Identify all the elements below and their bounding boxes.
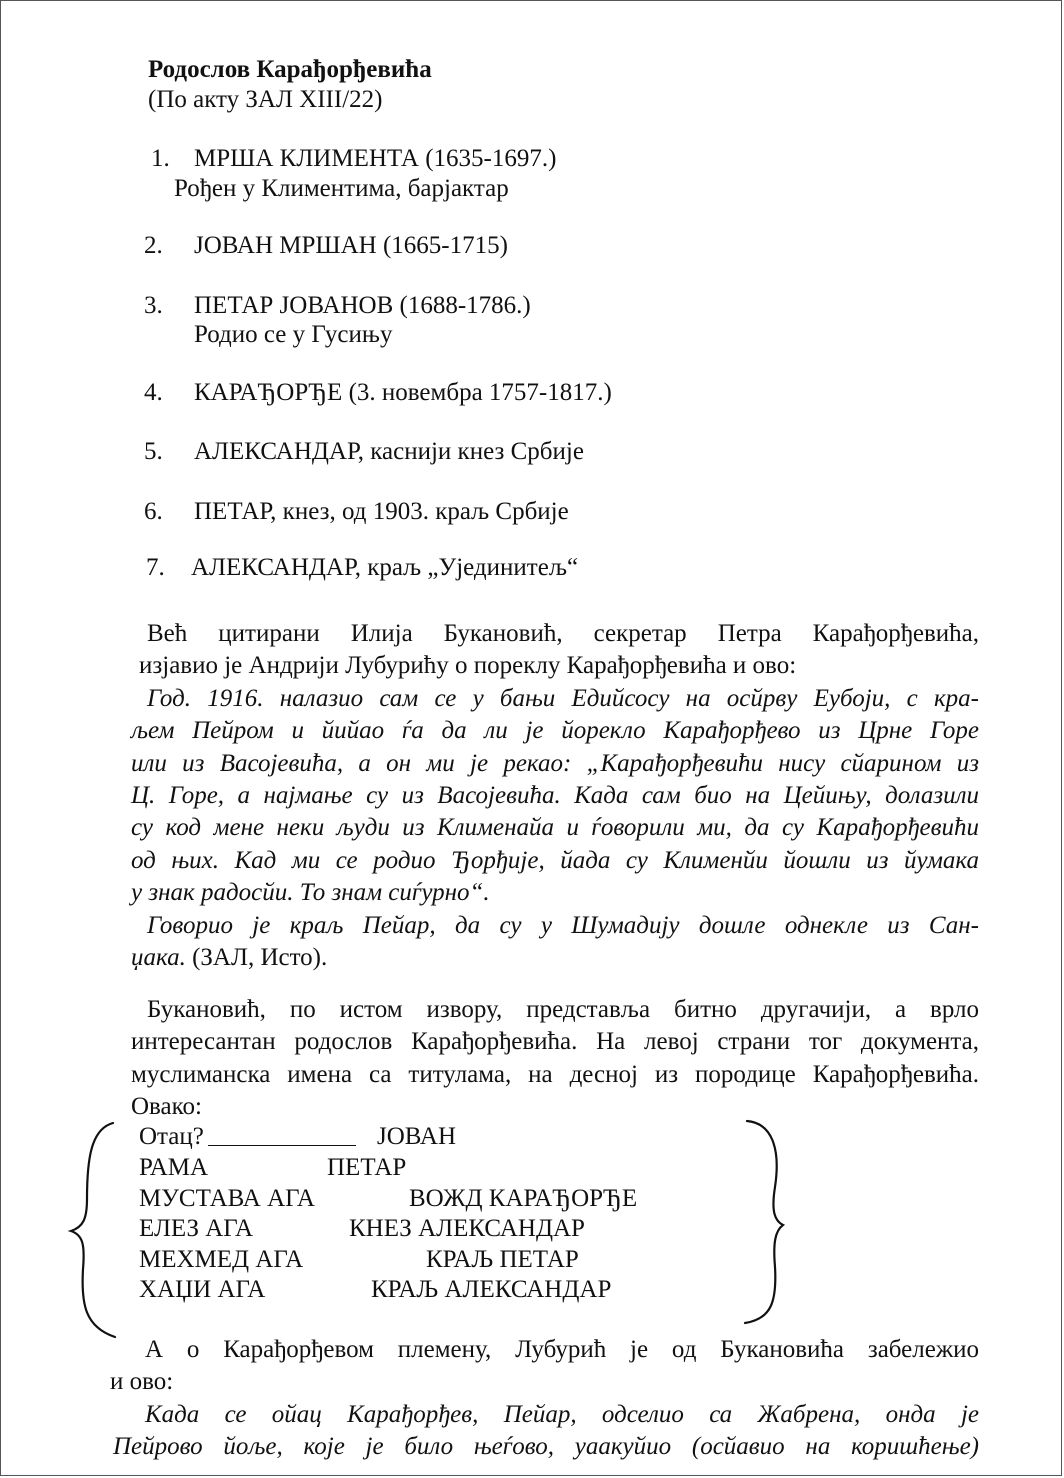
title-block — [148, 55, 432, 115]
tree-left-name: ЕЛЕЗ АГА — [139, 1215, 254, 1242]
list-item: АЛЕКСАНДАР, краљ „Ујединитељ“ — [191, 554, 579, 581]
list-number: 2. — [144, 232, 163, 259]
text-line: А о Карађорђевом племену, Лубурић је од Букановића забележио — [145, 1336, 979, 1363]
text-line: Већ цитирани Илија Букановић, секретар Петра Карађорђевића, — [147, 620, 979, 647]
tree-left-name: МУСТАВА АГА — [139, 1185, 315, 1212]
right-brace-icon — [741, 1117, 791, 1327]
tree-left-name: МЕХМЕД АГА — [139, 1246, 304, 1273]
list-item: АЛЕКСАНДАР, каснији кнез Србије — [194, 438, 584, 465]
text-line: изјавио је Андрији Лубурићу о пореклу Карађорђевића и ово: — [139, 652, 797, 680]
tree-right-name: ЈОВАН — [377, 1123, 456, 1150]
paragraph-bukanovic-statement — [131, 618, 979, 974]
list-number: 1. — [151, 145, 170, 172]
list-number: 6. — [144, 498, 163, 525]
quote-line: од њих. Кад ми се родио Ђорђије, йада су Клименйи йошли из йумака — [131, 846, 979, 874]
text-line: муслиманска имена са титулама, на десној из породице Карађорђевића. — [131, 1060, 979, 1088]
text-line: Овако: — [131, 1093, 202, 1121]
quote-line: Ц. Горе, а најмање су из Васојевића. Када сам био на Цейињу, долазили — [131, 782, 979, 810]
blank-line — [208, 1144, 356, 1146]
document-title: Родослов Карађорђевића — [148, 56, 432, 83]
quote-line: Говорио је краљ Пейар, да су у Шумадију дошле однекле из Сан- — [147, 911, 979, 939]
quote-line: Год. 1916. налазио сам се у бањи Едийсосу на осйрву Еубоји, с кра- — [147, 684, 979, 712]
list-item-note: Родио се у Гусињу — [194, 321, 393, 348]
tree-right-name: КРАЉ АЛЕКСАНДАР — [371, 1276, 612, 1303]
quote-line: или из Васојевића, а он ми је рекао: „Карађорђевићи нису сйарином из — [131, 749, 979, 777]
tree-left-name — [139, 1122, 360, 1153]
list-item: ПЕТАР ЈОВАНОВ (1688-1786.) — [194, 292, 531, 319]
paragraph-alternate-genealogy — [131, 994, 979, 1124]
tree-left-name: ХАЏИ АГА — [139, 1276, 266, 1303]
tree-left-name: РАМА — [139, 1154, 209, 1181]
list-item-note: Рођен у Климентима, барјактар — [174, 175, 509, 202]
quote-line: Када се ойац Карађорђев, Пейар, одселио са Жабрена, онда је — [145, 1400, 979, 1428]
quote-line-last — [131, 942, 979, 974]
list-item: ЈОВАН МРШАН (1665-1715) — [194, 232, 508, 259]
tree-right-name: КРАЉ ПЕТАР — [426, 1246, 579, 1273]
quote-line: Пейрово йоље, које је било њеѓово, уаакуйио (осйавио на коришћење) — [113, 1433, 979, 1461]
list-number: 7. — [146, 554, 165, 581]
text-line: и ово: — [110, 1368, 174, 1396]
list-item: МРША КЛИМЕНТА (1635-1697.) — [194, 145, 557, 172]
tree-right-name: КНЕЗ АЛЕКСАНДАР — [349, 1215, 585, 1242]
quote-line: љем Пейром и йийао ѓа да ли је йорекло Карађорђево из Црне Горе — [131, 717, 979, 745]
quote-line: у знак радосйи. То знам сиѓурно“. — [131, 879, 490, 907]
left-brace-icon — [63, 1119, 123, 1341]
list-item: ПЕТАР, кнез, од 1903. краљ Србије — [194, 498, 569, 525]
tree-right-name: ВОЖД КАРАЂОРЂЕ — [409, 1185, 638, 1212]
text-line: Букановић, по истом извору, представља битно другачији, а врло — [147, 996, 979, 1023]
paragraph-tribe — [105, 1334, 979, 1464]
list-number: 5. — [144, 438, 163, 465]
list-item: КАРАЂОРЂЕ (3. новембра 1757-1817.) — [194, 379, 612, 406]
document-subtitle: (По акту ЗАЛ XIII/22) — [148, 86, 383, 113]
tree-right-name: ПЕТАР — [327, 1154, 407, 1181]
list-number: 4. — [144, 379, 163, 406]
text-line: интересантан родослов Карађорђевића. На левој страни тог документа, — [131, 1028, 979, 1056]
quote-line: су код мене неки људи из Клименайа и ѓоворили ми, да су Карађорђевићи — [131, 814, 979, 842]
list-number: 3. — [144, 292, 163, 319]
source-citation: (ЗАЛ, Исто). — [185, 944, 328, 972]
tree-left-name-text: Отац? — [139, 1123, 204, 1150]
quote-fragment: џака. — [131, 944, 186, 972]
